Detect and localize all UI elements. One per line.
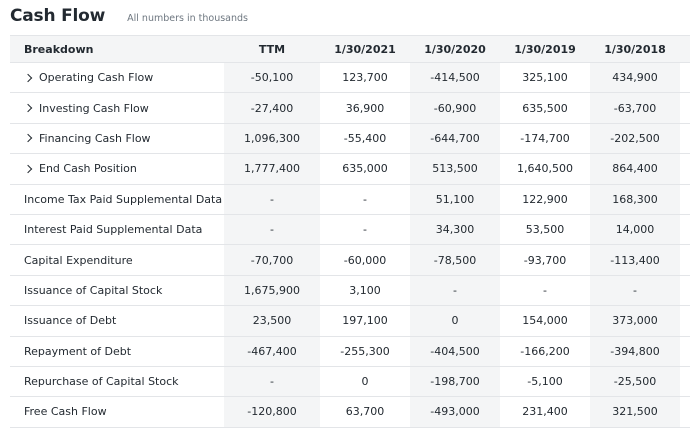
chevron-right-icon[interactable] [24,73,32,81]
row-label [10,193,224,206]
table-cell: -493,000 [410,397,500,426]
row-label-text: Repurchase of Capital Stock [24,375,179,389]
table-cell: 231,400 [522,405,568,419]
table-cell: -166,200 [520,344,570,358]
column-header-2018: 1/30/2018 [590,36,680,62]
table-cell: 1,777,400 [224,154,320,183]
row-label-text: Repayment of Debt [24,344,132,358]
table-cell: -414,500 [410,63,500,92]
table-cell: -198,700 [410,367,500,396]
table-cell: -255,300 [340,344,390,358]
table-cell: -394,800 [590,337,680,366]
table-cell: 325,100 [522,71,568,85]
table-cell: - [590,276,680,305]
row-label [10,314,224,327]
chevron-right-icon[interactable] [24,134,32,142]
table-cell: -120,800 [224,397,320,426]
row-label-text: Income Tax Paid Supplemental Data [24,192,223,206]
table-cell: 122,900 [522,192,568,206]
row-label[interactable] [10,162,224,175]
table-row [10,93,690,123]
table-cell: 34,300 [410,215,500,244]
row-label[interactable] [10,102,224,115]
table-cell: 1,675,900 [224,276,320,305]
table-cell: 1,640,500 [517,162,573,176]
table-cell: 434,900 [590,63,680,92]
column-header-breakdown: Breakdown [24,42,94,56]
row-label-text: Interest Paid Supplemental Data [24,223,203,237]
table-row [10,397,690,427]
table-header-row [10,35,690,63]
table-cell: 3,100 [349,283,381,297]
table-row [10,154,690,184]
column-header-2020: 1/30/2020 [410,36,500,62]
row-label [10,223,224,236]
chevron-right-icon[interactable] [24,104,32,112]
table-cell: - [224,367,320,396]
table-cell: -467,400 [224,337,320,366]
table-cell: 63,700 [345,405,385,419]
table-cell: -93,700 [523,253,567,267]
row-label[interactable] [10,132,224,145]
table-row [10,124,690,154]
table-cell: 513,500 [410,154,500,183]
table-cell: 23,500 [224,306,320,335]
table-row [10,185,690,215]
table-cell: - [224,185,320,214]
table-cell: 168,300 [590,185,680,214]
table-cell: 51,100 [410,185,500,214]
row-label [10,375,224,388]
row-label-text: Issuance of Capital Stock [24,283,163,297]
table-cell: -60,000 [343,253,387,267]
column-header-2019: 1/30/2019 [514,42,576,56]
table-cell: -27,400 [224,93,320,122]
table-cell: 14,000 [590,215,680,244]
table-row [10,245,690,275]
table-cell: 1,096,300 [224,124,320,153]
table-cell: - [410,276,500,305]
table-row [10,215,690,245]
row-label [10,254,224,267]
table-cell: -25,500 [590,367,680,396]
table-cell: 53,500 [525,223,565,237]
table-cell: -55,400 [343,131,387,145]
table-row [10,337,690,367]
table-cell: -202,500 [590,124,680,153]
table-cell: 373,000 [590,306,680,335]
table-cell: - [363,192,367,206]
table-cell: -174,700 [520,131,570,145]
table-cell: 197,100 [342,314,388,328]
table-row [10,63,690,93]
column-header-ttm: TTM [224,36,320,62]
row-label [10,405,224,418]
table-cell: 321,500 [590,397,680,426]
row-label-text: Capital Expenditure [24,253,133,267]
row-label-text: Issuance of Debt [24,314,117,328]
table-cell: 635,000 [342,162,388,176]
table-cell: 123,700 [342,71,388,85]
table-row [10,306,690,336]
row-label-text: Free Cash Flow [24,405,107,419]
row-label-text: Investing Cash Flow [39,101,149,115]
table-cell: -70,700 [224,245,320,274]
row-label-text: End Cash Position [39,162,137,176]
table-cell: 0 [410,306,500,335]
row-label [10,284,224,297]
row-label-text: Financing Cash Flow [39,131,151,145]
table-row [10,276,690,306]
chevron-right-icon[interactable] [24,165,32,173]
page-title: Cash Flow [10,6,106,26]
units-note: All numbers in thousands [127,13,248,24]
table-cell: - [543,283,547,297]
row-label-text: Operating Cash Flow [39,71,154,85]
table-cell: - [363,223,367,237]
page-header [10,6,248,26]
table-cell: -113,400 [590,245,680,274]
table-cell: -5,100 [527,375,563,389]
table-cell: 864,400 [590,154,680,183]
table-cell: -50,100 [224,63,320,92]
table-cell: -78,500 [410,245,500,274]
table-cell: - [224,215,320,244]
table-cell: 36,900 [345,101,385,115]
table-cell: 0 [361,375,369,389]
cash-flow-table [10,35,690,428]
table-cell: 154,000 [522,314,568,328]
table-cell: -404,500 [410,337,500,366]
column-header-2021: 1/30/2021 [334,42,396,56]
table-cell: 635,500 [522,101,568,115]
table-cell: -60,900 [410,93,500,122]
table-cell: -63,700 [590,93,680,122]
table-row [10,367,690,397]
table-cell: -644,700 [410,124,500,153]
row-label[interactable] [10,71,224,84]
row-label [10,345,224,358]
